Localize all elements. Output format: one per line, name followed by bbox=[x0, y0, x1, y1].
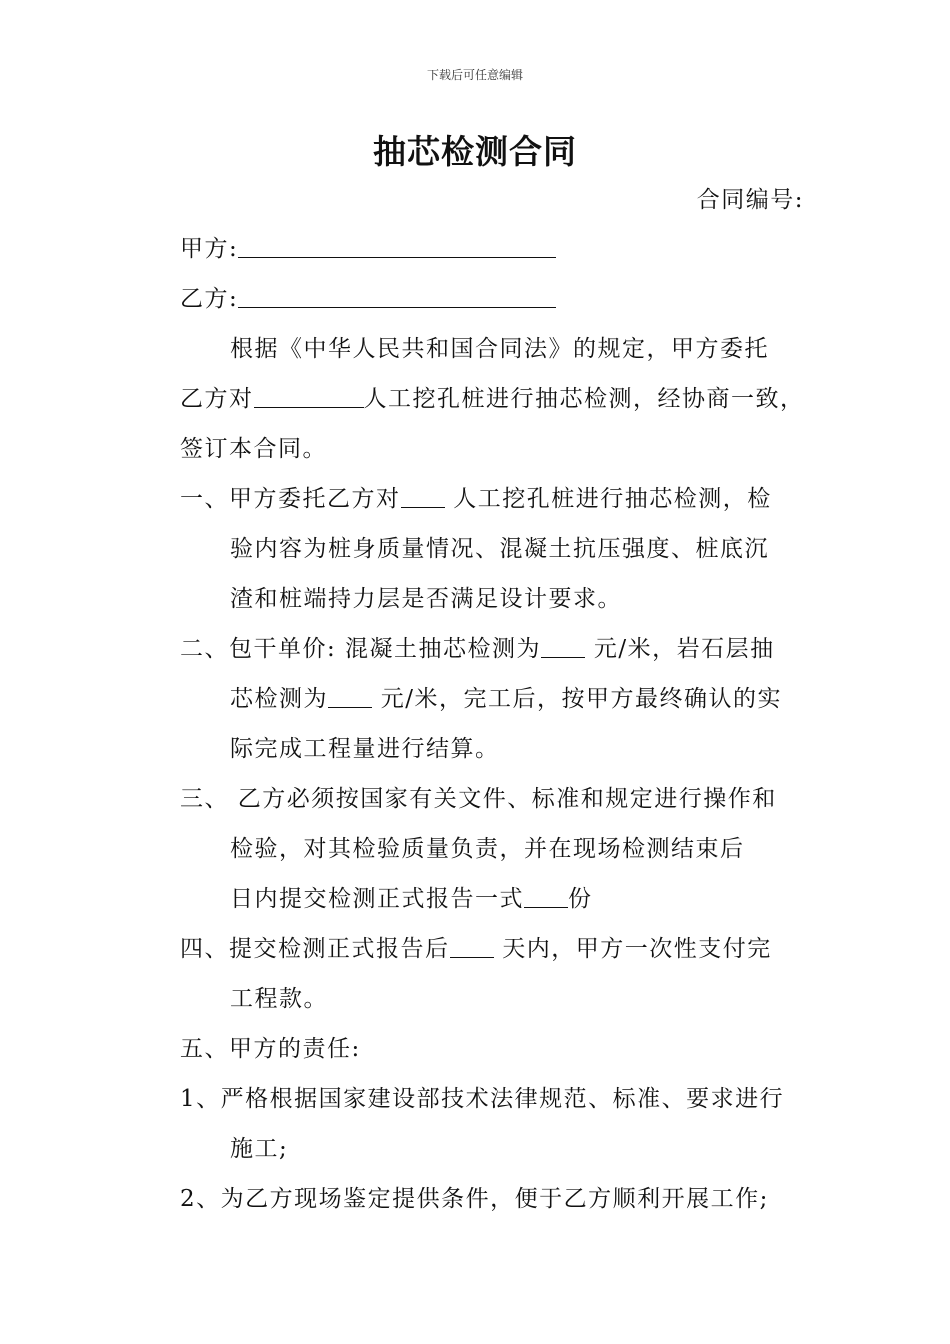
clause4-line-2: 工程款。 bbox=[230, 986, 328, 1012]
clause2-text-b: 元/米，岩石层抽 bbox=[585, 636, 775, 662]
party-b-blank[interactable] bbox=[238, 285, 556, 308]
clause3-line-2: 检验，对其检验质量负责，并在现场检测结束后 bbox=[230, 836, 745, 862]
clause5-item-1: 1、严格根据国家建设部技术法律规范、标准、要求进行 bbox=[180, 1086, 785, 1112]
rock-price-blank[interactable] bbox=[328, 685, 372, 708]
intro-text-a: 乙方对 bbox=[180, 386, 254, 412]
clause3-line-1: 三、 乙方必须按国家有关文件、标准和规定进行操作和 bbox=[180, 786, 777, 812]
clause3-text-a: 日内提交检测正式报告一式 bbox=[230, 886, 524, 912]
party-a-blank[interactable] bbox=[238, 235, 556, 258]
clause1-line-3: 渣和桩端持力层是否满足设计要求。 bbox=[230, 586, 622, 612]
intro-line-2 bbox=[180, 383, 820, 415]
party-b-line bbox=[180, 283, 820, 315]
clause2-text-d: 元/米，完工后，按甲方最终确认的实 bbox=[372, 686, 783, 712]
clause1-line-2: 验内容为桩身质量情况、混凝土抗压强度、桩底沉 bbox=[230, 536, 769, 562]
clause3-line-3 bbox=[230, 883, 870, 915]
project-name-blank[interactable] bbox=[254, 385, 364, 408]
contract-number-label: 合同编号: bbox=[696, 187, 804, 213]
intro-line-1: 根据《中华人民共和国合同法》的规定，甲方委托 bbox=[230, 336, 769, 362]
clause2-text-a: 二、包干单价: 混凝土抽芯检测为 bbox=[180, 636, 542, 662]
report-copies-blank[interactable] bbox=[524, 885, 568, 908]
clause4-text-b: 天内，甲方一次性支付完 bbox=[493, 936, 772, 962]
clause1-line-1 bbox=[180, 483, 820, 515]
clause1-text-b: 人工挖孔桩进行抽芯检测，检 bbox=[444, 486, 772, 512]
concrete-price-blank[interactable] bbox=[541, 635, 585, 658]
header-note: 下载后可任意编辑 bbox=[426, 68, 523, 82]
clause5-heading: 五、甲方的责任: bbox=[180, 1036, 361, 1062]
party-a-line bbox=[180, 233, 820, 265]
document-title: 抽芯检测合同 bbox=[373, 132, 577, 171]
party-a-label: 甲方: bbox=[180, 236, 239, 262]
clause2-line-3: 际完成工程量进行结算。 bbox=[230, 736, 500, 762]
clause2-line-2 bbox=[230, 683, 870, 715]
clause3-text-b: 份 bbox=[568, 886, 593, 912]
clause1-text-a: 一、甲方委托乙方对 bbox=[180, 486, 401, 512]
clause2-text-c: 芯检测为 bbox=[230, 686, 328, 712]
clause2-line-1 bbox=[180, 633, 820, 665]
clause5-item-1-cont: 施工; bbox=[230, 1136, 289, 1162]
clause4-line-1 bbox=[180, 933, 820, 965]
intro-line-3: 签订本合同。 bbox=[180, 436, 327, 462]
clause5-item-2: 2、为乙方现场鉴定提供条件，便于乙方顺利开展工作; bbox=[180, 1186, 769, 1212]
party-b-label: 乙方: bbox=[180, 286, 239, 312]
payment-days-blank[interactable] bbox=[450, 935, 494, 958]
clause4-text-a: 四、提交检测正式报告后 bbox=[180, 936, 450, 962]
clause1-blank[interactable] bbox=[401, 485, 445, 508]
intro-text-b: 人工挖孔桩进行抽芯检测，经协商一致， bbox=[363, 386, 805, 412]
